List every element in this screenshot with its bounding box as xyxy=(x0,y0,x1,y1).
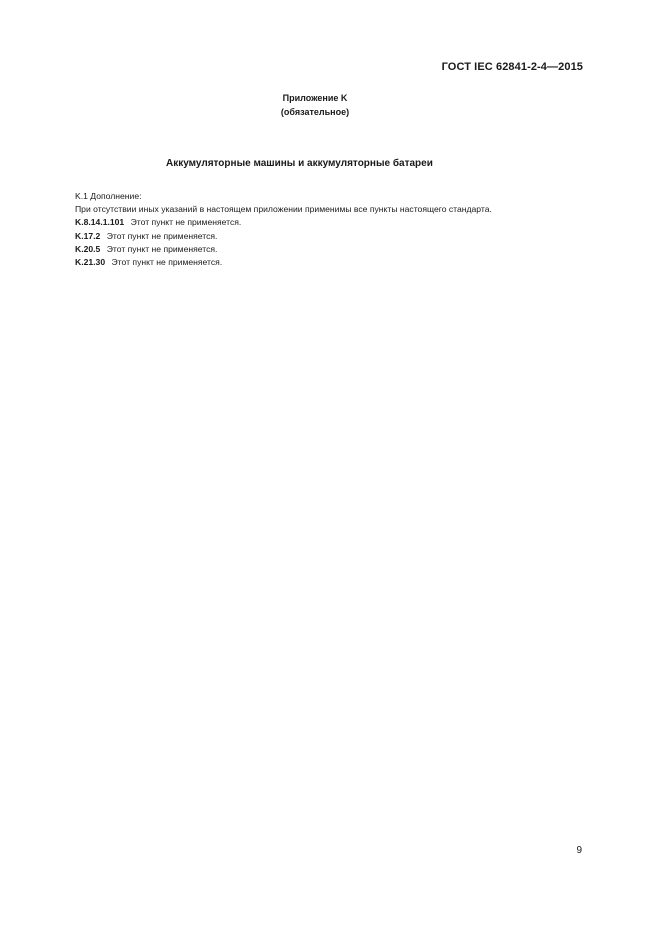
standard-code-header: ГОСТ IEC 62841-2-4—2015 xyxy=(441,61,583,73)
annex-title: Приложение K xyxy=(282,93,348,103)
page-number: 9 xyxy=(576,845,582,856)
annex-status: (обязательное) xyxy=(280,107,350,117)
intro-text: При отсутствии иных указаний в настоящем приложении применимы все пункты настоящего стандарта. xyxy=(75,204,492,215)
clause-text: Этот пункт не применяется. xyxy=(106,230,218,241)
annex-heading xyxy=(0,91,661,119)
clause-item xyxy=(75,243,595,256)
clause-ref: K.8.14.1.101 xyxy=(75,217,125,228)
clause-text: Этот пункт не применяется. xyxy=(106,243,218,254)
annex-body xyxy=(75,190,595,269)
clause-ref: K.21.30 xyxy=(75,257,106,268)
clause-item xyxy=(75,230,595,243)
clause-ref: K.17.2 xyxy=(75,230,101,241)
clause-text: Этот пункт не применяется. xyxy=(111,257,223,268)
clause-ref: K.20.5 xyxy=(75,243,101,254)
clause-item xyxy=(75,216,595,229)
clause-text: Этот пункт не применяется. xyxy=(130,217,242,228)
intro-clause: K.1 Дополнение: xyxy=(75,191,142,201)
section-title: Аккумуляторные машины и аккумуляторные батареи xyxy=(166,158,433,169)
clause-item xyxy=(75,256,595,269)
